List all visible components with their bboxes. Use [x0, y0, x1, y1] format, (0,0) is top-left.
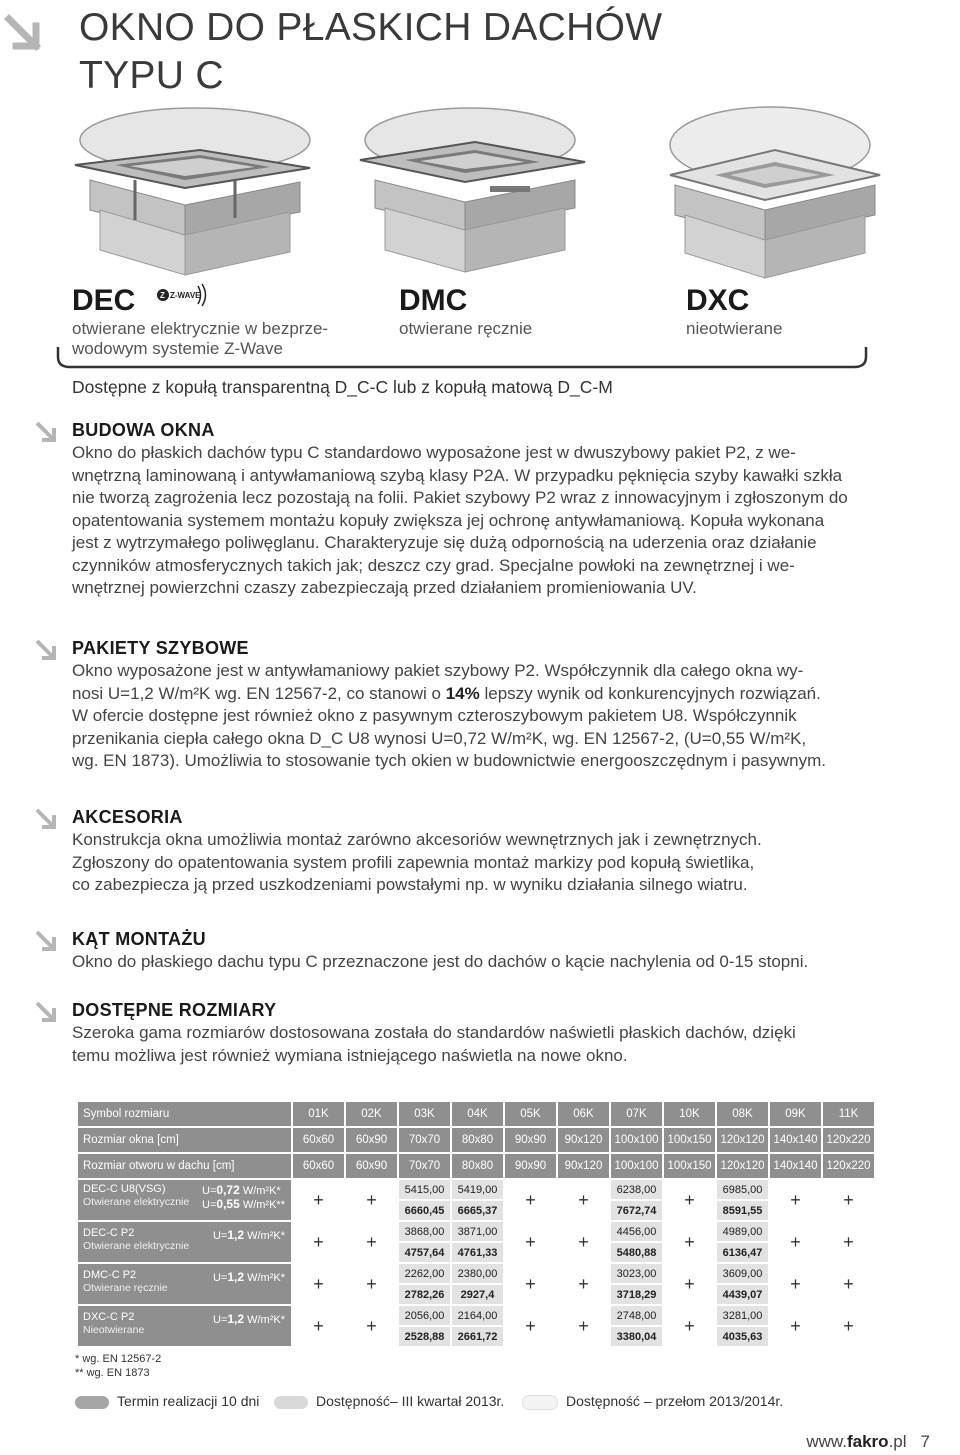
plus-cell: + [843, 1231, 854, 1252]
price-cell-gross: 2661,72 [452, 1327, 503, 1346]
row-product-sub: Nieotwierane [83, 1324, 145, 1336]
plus-cell: + [684, 1231, 695, 1252]
legend-swatch-2 [274, 1396, 308, 1409]
price-cell-gross: 5480,88 [611, 1243, 662, 1262]
header-cell: 90x120 [558, 1128, 609, 1152]
budowa-line-3: nie tworzą zagrożenia lecz pozostają na folii. Pakiet szybowy P2 wraz z innowacyjnym i zgłoszonym do [72, 488, 848, 507]
svg-text:Z: Z [160, 291, 165, 300]
page-title-line-2: TYPU C [79, 54, 224, 97]
sizes-price-table [76, 1100, 876, 1348]
page-title-line-1: OKNO DO PŁASKICH DACHÓW [79, 6, 663, 49]
price-cell-gross: 4761,33 [452, 1243, 503, 1262]
header-cell: 60x60 [293, 1154, 344, 1178]
dmc-window-image [340, 100, 600, 285]
akcesoria-line-2: Zgłoszony do opatentowania system profili zapewnia montaż markizy pod kopułą świetlika, [72, 852, 755, 872]
footer-url[interactable]: www.fakro.pl [806, 1432, 907, 1451]
variant-dxc-code: DXC [686, 284, 750, 317]
header-cell: 60x60 [293, 1128, 344, 1152]
price-cell-gross: 6136,47 [717, 1243, 768, 1262]
plus-cell: + [790, 1315, 801, 1336]
price-cell: 3023,00 [611, 1264, 662, 1283]
footnote-2: ** wg. EN 1873 [75, 1367, 150, 1379]
header-cell: 60x90 [346, 1154, 397, 1178]
akcesoria-arrow-icon [34, 807, 60, 833]
header-cell: 120x120 [717, 1128, 768, 1152]
legend-swatch-3 [522, 1395, 558, 1410]
section-rozmiary [72, 998, 880, 1067]
header-cell: 90x120 [558, 1154, 609, 1178]
header-cell: 120x120 [717, 1154, 768, 1178]
header-cell: 05K [505, 1102, 556, 1126]
price-cell: 2262,00 [399, 1264, 450, 1283]
table-header-symbol [78, 1102, 874, 1126]
row-u-value: U=1,2 W/m²K* [212, 1228, 285, 1242]
pakiety-heading: PAKIETY SZYBOWE [72, 638, 249, 658]
price-cell-gross: 4757,64 [399, 1243, 450, 1262]
variant-dec-desc-line-1: otwierane elektrycznie w bezprze- [72, 319, 329, 338]
table-row [78, 1306, 874, 1325]
variant-dmc [399, 284, 532, 338]
header-cell: 04K [452, 1102, 503, 1126]
pakiety-line-1: Okno wyposażone jest w antywłamaniowy pakiet szybowy P2. Współczynnik dla całego okna wy- [72, 661, 804, 680]
header-cell: 100x150 [664, 1154, 715, 1178]
pakiety-percent: 14% [445, 683, 480, 703]
plus-cell: + [790, 1231, 801, 1252]
header-cell: 80x80 [452, 1154, 503, 1178]
budowa-line-2: wnętrzną laminowaną i antywłamaniową szybą klasy P2A. W przypadku pęknięcia szyby kawałki szkła [72, 465, 843, 485]
section-pakiety [72, 636, 880, 773]
table-row-group [78, 1222, 874, 1262]
plus-cell: + [313, 1315, 324, 1336]
row-product-sub: Otwierane ręcznie [83, 1282, 168, 1294]
rozmiary-arrow-icon [34, 1000, 60, 1026]
row-product-name: DEC-C U8(VSG) [83, 1183, 166, 1195]
price-cell-gross: 2927,4 [452, 1285, 503, 1304]
row-u-value: U=1,2 W/m²K* [212, 1270, 285, 1284]
plus-cell: + [684, 1315, 695, 1336]
row-u-value-2: U=0,55 W/m²K** [202, 1197, 285, 1211]
pakiety-line-2-a: nosi U=1,2 W/m²K wg. EN 12567-2, co stanowi o [72, 683, 446, 703]
header-cell: 140x140 [770, 1154, 821, 1178]
plus-cell: + [366, 1273, 377, 1294]
variant-dxc-desc: nieotwierane [686, 319, 783, 338]
section-kat [72, 927, 880, 974]
header-cell: 70x70 [399, 1154, 450, 1178]
price-cell: 2164,00 [452, 1306, 503, 1325]
table-row-group [78, 1180, 874, 1220]
table-header-rows [78, 1102, 874, 1178]
row-label [78, 1222, 291, 1262]
dxc-window-image [640, 100, 900, 285]
header-cell: 100x150 [664, 1128, 715, 1152]
budowa-line-4: opatentowania systemem montażu kopuły zwiększa jej ochronę antywłamaniową. Kopuła wykonana [72, 510, 825, 530]
rozmiary-line-1: Szeroka gama rozmiarów dostosowana została do standardów naświetli płaskich dachów, dzięki [72, 1023, 796, 1042]
plus-cell: + [578, 1315, 589, 1336]
price-cell-gross: 7672,74 [611, 1201, 662, 1220]
variant-dmc-code: DMC [399, 284, 468, 317]
header-cell: 10K [664, 1102, 715, 1126]
price-cell-gross: 2528,88 [399, 1327, 450, 1346]
legend-item-3 [522, 1393, 783, 1410]
price-cell: 4456,00 [611, 1222, 662, 1241]
row-product-sub: Otwierane elektrycznie [83, 1196, 190, 1208]
table-header-window-size [78, 1128, 874, 1152]
price-cell: 5419,00 [452, 1180, 503, 1199]
header-cell: 08K [717, 1102, 768, 1126]
header-cell: 11K [823, 1102, 874, 1126]
variants-bracket [56, 347, 868, 373]
price-cell: 2380,00 [452, 1264, 503, 1283]
price-cell: 2748,00 [611, 1306, 662, 1325]
price-cell: 5415,00 [399, 1180, 450, 1199]
header-cell: 90x90 [505, 1154, 556, 1178]
header-cell: 02K [346, 1102, 397, 1126]
legend-item-1 [75, 1393, 259, 1409]
header-cell: 09K [770, 1102, 821, 1126]
legend-item-2 [274, 1393, 504, 1409]
kat-line-1: Okno do płaskiego dachu typu C przeznaczone jest do dachów o kącie nachylenia od 0-15 stopni. [72, 952, 809, 971]
row-label [78, 1264, 291, 1304]
plus-cell: + [525, 1231, 536, 1252]
table-row-group [78, 1264, 874, 1304]
price-cell: 3609,00 [717, 1264, 768, 1283]
header-cell: 120x220 [823, 1154, 874, 1178]
akcesoria-line-1: Konstrukcja okna umożliwia montaż zarówno akcesoriów wewnętrznych jak i zewnętrznych. [72, 830, 762, 849]
plus-cell: + [684, 1189, 695, 1210]
budowa-line-6: czynników atmosferycznych takich jak; deszcz czy grad. Specjalne powłoki na zewnętrznej i we- [72, 555, 795, 575]
row-product-name: DMC-C P2 [83, 1269, 137, 1281]
plus-cell: + [366, 1315, 377, 1336]
kat-heading: KĄT MONTAŻU [72, 929, 206, 949]
row-product-name: DXC-C P2 [83, 1311, 135, 1323]
row-product-name: DEC-C P2 [83, 1227, 135, 1239]
footnote-1: * wg. EN 12567-2 [75, 1353, 162, 1365]
header-label: Rozmiar okna [cm] [78, 1128, 291, 1152]
pakiety-line-5: wg. EN 1873). Umożliwia to stosowanie tych okien w budownictwie energooszczędnym i pasywnym. [72, 751, 827, 770]
budowa-line-7: wnętrznej powierzchni czaszy zabezpieczają przed działaniem promieniowania UV. [72, 578, 697, 597]
kat-arrow-icon [34, 929, 60, 955]
price-cell: 4989,00 [717, 1222, 768, 1241]
table-header-opening-size [78, 1154, 874, 1178]
pakiety-line-2 [72, 684, 821, 703]
header-cell: 70x70 [399, 1128, 450, 1152]
price-cell: 6238,00 [611, 1180, 662, 1199]
footer [806, 1432, 930, 1452]
table-row [78, 1180, 874, 1199]
pakiety-line-2-b: lepszy wynik od konkurencyjnych rozwiązań. [479, 683, 821, 703]
table-footnotes [75, 1352, 161, 1380]
plus-cell: + [843, 1273, 854, 1294]
variant-dxc [686, 284, 782, 338]
rozmiary-line-2: temu możliwa jest również wymiana istniejącego naświetla na nowe okno. [72, 1045, 628, 1065]
table-row [78, 1264, 874, 1283]
page-number: 7 [920, 1432, 930, 1451]
legend-label-2: Dostępność– III kwartał 2013r. [316, 1393, 505, 1409]
pakiety-line-3: W ofercie dostępne jest również okno z pasywnym czteroszybowym pakietem U8. Współczynnik [72, 706, 797, 725]
price-cell: 6985,00 [717, 1180, 768, 1199]
plus-cell: + [313, 1231, 324, 1252]
row-u-value: U=0,72 W/m²K* [202, 1183, 281, 1197]
plus-cell: + [525, 1315, 536, 1336]
header-cell: 01K [293, 1102, 344, 1126]
plus-cell: + [525, 1273, 536, 1294]
rozmiary-heading: DOSTĘPNE ROZMIARY [72, 1000, 277, 1020]
variant-dec-code: DEC [72, 284, 136, 317]
legend-label-1: Termin realizacji 10 dni [117, 1393, 260, 1409]
plus-cell: + [578, 1231, 589, 1252]
budowa-line-5: jest z wytrzymałego poliwęglanu. Charakteryzuje się dużą odpornością na uderzenia oraz działanie [72, 533, 817, 552]
plus-cell: + [313, 1189, 324, 1210]
variant-dec-desc-line-2: wodowym systemie Z-Wave [72, 339, 283, 358]
plus-cell: + [366, 1231, 377, 1252]
variant-dmc-desc: otwierane ręcznie [399, 319, 533, 338]
plus-cell: + [843, 1315, 854, 1336]
section-budowa [72, 418, 880, 600]
plus-cell: + [578, 1189, 589, 1210]
table-row [78, 1222, 874, 1241]
plus-cell: + [843, 1189, 854, 1210]
header-cell: 120x220 [823, 1128, 874, 1152]
akcesoria-line-3: co zabezpiecza ją przed uszkodzeniami powstałymi np. w wyniku działania silnego wiatru. [72, 875, 748, 894]
plus-cell: + [366, 1189, 377, 1210]
price-cell: 3281,00 [717, 1306, 768, 1325]
header-cell: 100x100 [611, 1128, 662, 1152]
row-label [78, 1180, 291, 1220]
row-u-value: U=1,2 W/m²K* [212, 1312, 285, 1326]
price-cell-gross: 4035,63 [717, 1327, 768, 1346]
page-title [79, 4, 662, 100]
header-cell: 140x140 [770, 1128, 821, 1152]
title-arrow-icon [4, 14, 44, 54]
availability-note: Dostępne z kopułą transparentną D_C-C lub z kopułą matową D_C-M [72, 377, 613, 397]
header-cell: 07K [611, 1102, 662, 1126]
price-cell-gross: 6665,37 [452, 1201, 503, 1220]
plus-cell: + [790, 1189, 801, 1210]
header-cell: 03K [399, 1102, 450, 1126]
price-cell-gross: 3380,04 [611, 1327, 662, 1346]
pakiety-line-4: przenikania ciepła całego okna D_C U8 wynosi U=0,72 W/m²K, wg. EN 12567-2, (U=0,55 W/m²K, [72, 728, 807, 748]
price-cell-gross: 2782,26 [399, 1285, 450, 1304]
price-cell: 2056,00 [399, 1306, 450, 1325]
row-product-sub: Otwierane elektrycznie [83, 1240, 190, 1252]
header-label: Rozmiar otworu w dachu [cm] [78, 1154, 291, 1178]
header-cell: 90x90 [505, 1128, 556, 1152]
legend-label-3: Dostępność – przełom 2013/2014r. [566, 1393, 784, 1409]
legend-swatch-1 [75, 1396, 109, 1409]
budowa-heading: BUDOWA OKNA [72, 420, 215, 440]
price-cell: 3871,00 [452, 1222, 503, 1241]
price-cell-gross: 6660,45 [399, 1201, 450, 1220]
header-label: Symbol rozmiaru [78, 1102, 291, 1126]
budowa-line-1: Okno do płaskich dachów typu C standardowo wyposażone jest w dwuszybowy pakiet P2, z we- [72, 443, 796, 462]
header-cell: 06K [558, 1102, 609, 1126]
plus-cell: + [684, 1273, 695, 1294]
zwave-logo-text: Z-WAVE [170, 291, 201, 300]
header-cell: 80x80 [452, 1128, 503, 1152]
header-cell: 100x100 [611, 1154, 662, 1178]
price-cell-gross: 8591,55 [717, 1201, 768, 1220]
akcesoria-heading: AKCESORIA [72, 807, 183, 827]
row-label [78, 1306, 291, 1346]
budowa-arrow-icon [34, 420, 60, 446]
plus-cell: + [578, 1273, 589, 1294]
pakiety-arrow-icon [34, 638, 60, 664]
plus-cell: + [790, 1273, 801, 1294]
dec-window-image [60, 100, 320, 285]
plus-cell: + [525, 1189, 536, 1210]
price-cell-gross: 3718,29 [611, 1285, 662, 1304]
section-akcesoria [72, 805, 880, 897]
table-row-group [78, 1306, 874, 1346]
price-cell-gross: 4439,07 [717, 1285, 768, 1304]
price-cell: 3868,00 [399, 1222, 450, 1241]
header-cell: 60x90 [346, 1128, 397, 1152]
zwave-logo-icon [154, 282, 210, 308]
plus-cell: + [313, 1273, 324, 1294]
